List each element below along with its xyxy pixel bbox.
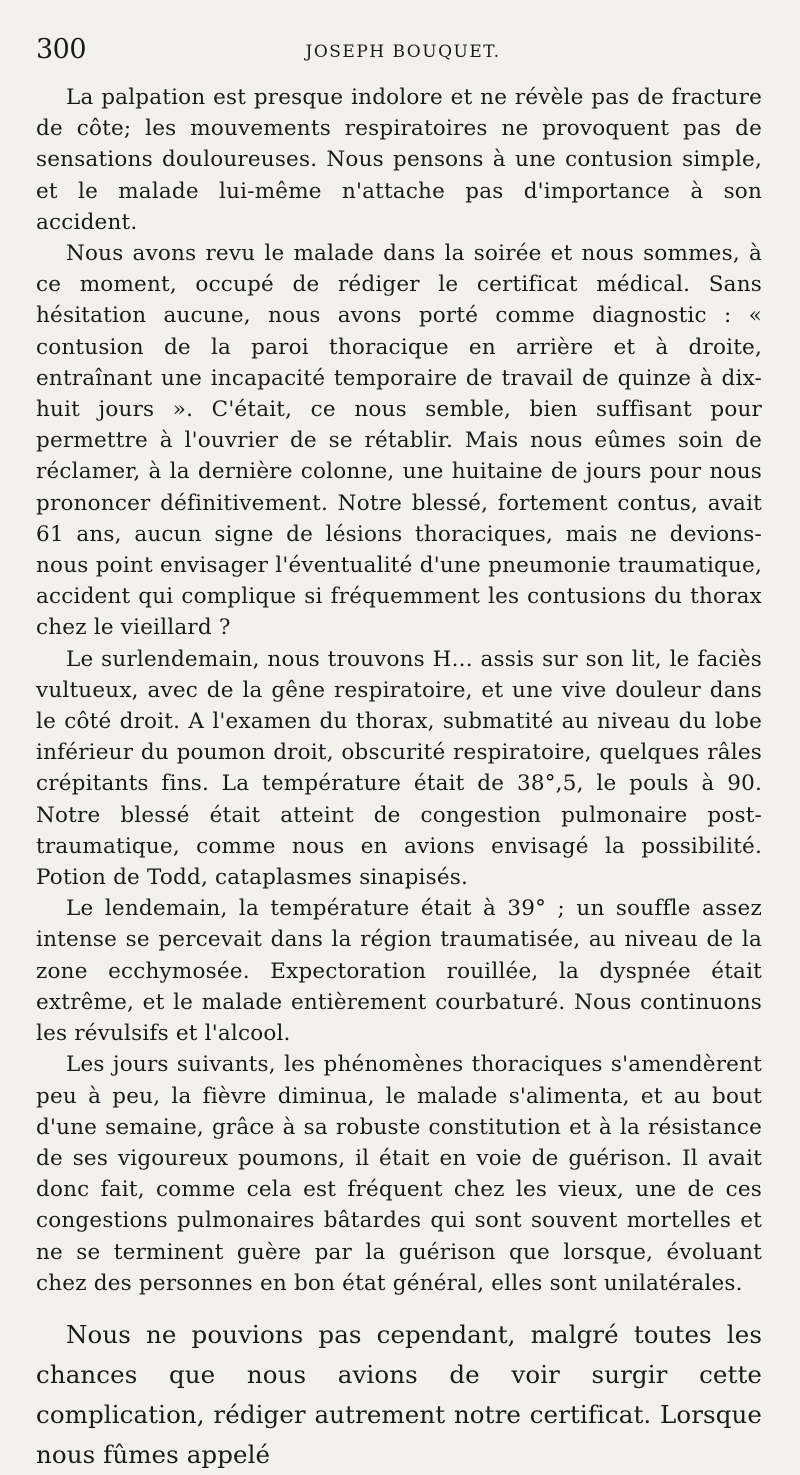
body-text — [36, 82, 762, 1475]
paragraph-palpation: La palpation est presque indolore et ne révèle pas de fracture de côte; les mouvements respiratoires ne provoquent pas de sensations douloureuses. Nous pensons à une contusion simple, et le malade lui-même n'attache pas d'importance à son accident. — [36, 85, 762, 235]
paragraph-lendemain: Le lendemain, la température était à 39° ; un souffle assez intense se percevait dans la région traumatisée, au niveau de la zone ecchymosée. Expectoration rouillée, la dyspnée était extrême, et le malade entièrement courbaturé. Nous continuons les révulsifs et l'alcool. — [36, 896, 762, 1047]
running-head: JOSEPH BOUQUET. — [305, 42, 501, 62]
page-number: 300 — [36, 34, 87, 65]
paragraph-jours-suivants: Les jours suivants, les phénomènes thoraciques s'amendèrent peu à peu, la fièvre diminua, le malade s'alimenta, et au bout d'une semaine, grâce à sa robuste constitution et à la résistance de ses vigoureux poumons, il était en voie de guérison. Il avait donc fait, comme cela est fréquent chez les vieux, une de ces congestions pulmonaires bâtardes qui sont souvent mortelles et ne se terminent guère par la guérison que lorsque, évoluant chez des personnes en bon état général, elles sont unilatérales. — [36, 1052, 762, 1296]
paragraph-certificat: Nous avons revu le malade dans la soirée et nous sommes, à ce moment, occupé de rédiger le certificat médical. Sans hésitation aucune, nous avons porté comme diagnostic : « contusion de la paroi thoracique en arrière et à droite, entraînant une incapacité temporaire de travail de quinze à dix-huit jours ». C'était, ce nous semble, bien suffisant pour permettre à l'ouvrier de se rétablir. Mais nous eûmes soin de réclamer, à la dernière colonne, une huitaine de jours pour nous prononcer définitivement. Notre blessé, fortement contus, avait 61 ans, aucun signe de lésions thoraciques, mais ne devions-nous point envisager l'éventualité d'une pneumonie traumatique, accident qui complique si fréquemment les contusions du thorax chez le vieillard ? — [36, 241, 762, 641]
page-header — [36, 30, 770, 70]
paragraph-closing: Nous ne pouvions pas cependant, malgré toutes les chances que nous avions de voir surgir cette complication, rédiger autrement notre certificat. Lorsque nous fûmes appelé — [36, 1319, 762, 1469]
paragraph-surlendemain: Le surlendemain, nous trouvons H... assis sur son lit, le faciès vultueux, avec de la gêne respiratoire, et une vive douleur dans le côté droit. A l'examen du thorax, submatité au niveau du lobe inférieur du poumon droit, obscurité respiratoire, quelques râles crépitants fins. La température était de 38°,5, le pouls à 90. Notre blessé était atteint de congestion pulmonaire post-traumatique, comme nous en avions envisagé la possibilité. Potion de Todd, cataplasmes sinapisés. — [36, 646, 762, 891]
